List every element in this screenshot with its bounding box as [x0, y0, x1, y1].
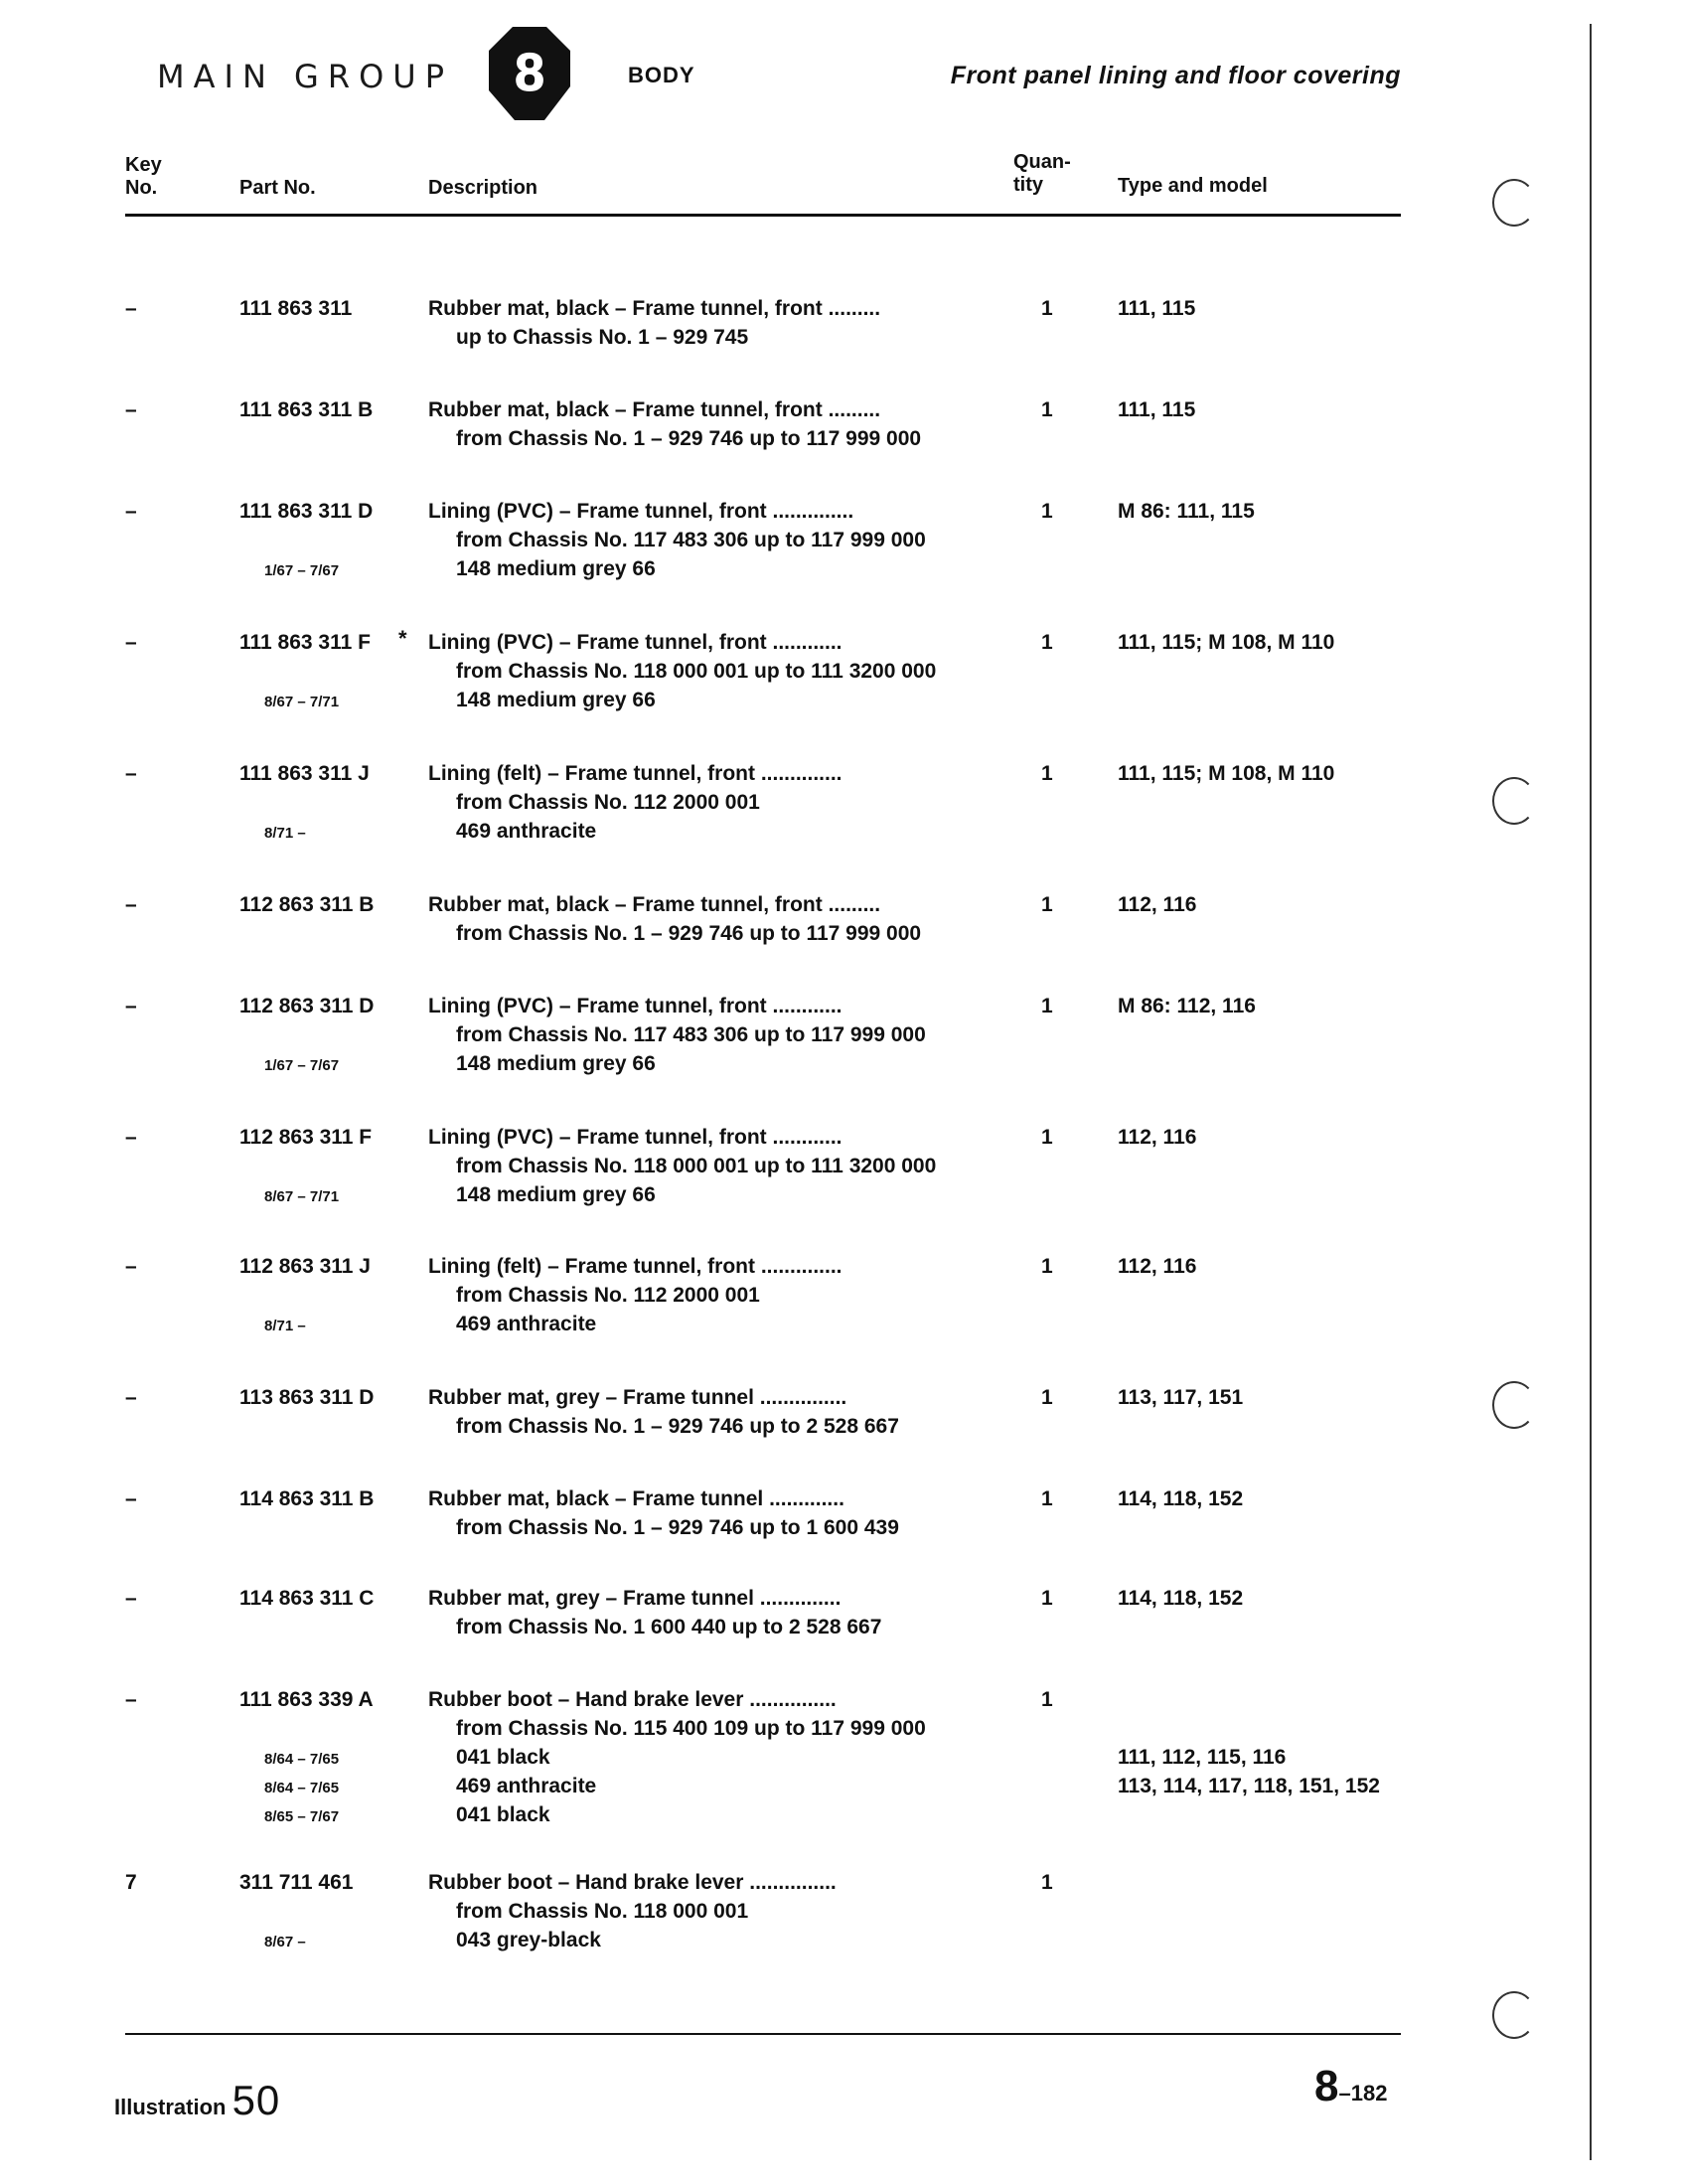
description-subline: from Chassis No. 118 000 001 up to 111 3200 000 [456, 660, 937, 683]
description-subline: from Chassis No. 118 000 001 up to 111 3200 000 [456, 1155, 937, 1177]
type-model: 111, 115 [1118, 398, 1196, 421]
description-subline: 469 anthracite [456, 820, 597, 843]
quantity: 1 [1041, 1487, 1053, 1510]
description [428, 890, 921, 948]
description-line: Lining (felt) – Frame tunnel, front .............. [428, 1255, 842, 1278]
key-number: – [125, 893, 137, 916]
key-number: – [125, 398, 137, 421]
type-model: 111, 115 [1118, 297, 1196, 320]
illustration-ref [114, 2077, 280, 2124]
quantity: 1 [1041, 297, 1053, 320]
production-date: 8/67 – 7/71 [264, 694, 340, 710]
description-subline: from Chassis No. 115 400 109 up to 117 999 000 [456, 1717, 926, 1740]
quantity: 1 [1041, 1871, 1053, 1894]
production-date: 1/67 – 7/67 [264, 562, 340, 579]
description-line: Lining (felt) – Frame tunnel, front .............. [428, 762, 842, 785]
part-number: 111 863 311 B [239, 398, 374, 421]
page-major: 8 [1314, 2062, 1339, 2110]
production-date: 8/65 – 7/67 [264, 1808, 340, 1825]
illustration-number: 50 [231, 2077, 281, 2123]
col-type-model: Type and model [1118, 175, 1268, 197]
part-number: 112 863 311 D [239, 995, 375, 1017]
production-date: 8/67 – [264, 1934, 306, 1950]
type-model: 113, 114, 117, 118, 151, 152 [1118, 1775, 1380, 1797]
quantity: 1 [1041, 500, 1053, 523]
quantity: 1 [1041, 398, 1053, 421]
description [428, 1868, 837, 1954]
description-subline: 148 medium grey 66 [456, 557, 656, 580]
part-number: 112 863 311 F [239, 1126, 373, 1149]
quantity: 1 [1041, 893, 1053, 916]
description-subline: from Chassis No. 1 – 929 746 up to 117 999 000 [456, 427, 922, 450]
type-model: 112, 116 [1118, 893, 1197, 916]
type-model: M 86: 111, 115 [1118, 500, 1255, 523]
new-part-marker: * [398, 626, 407, 651]
part-number: 111 863 339 A [239, 1688, 374, 1711]
description [428, 1484, 899, 1542]
description-subline: 041 black [456, 1746, 550, 1769]
page-minor: –182 [1338, 2081, 1388, 2106]
quantity: 1 [1041, 1255, 1053, 1278]
octagon-badge-icon [487, 25, 572, 122]
key-number: – [125, 1386, 137, 1409]
production-date: 1/67 – 7/67 [264, 1057, 340, 1074]
description-subline: 469 anthracite [456, 1313, 597, 1335]
section-label: BODY [628, 63, 695, 87]
description [428, 1123, 936, 1209]
part-number: 311 711 461 [239, 1871, 354, 1894]
punch-hole-icon [1492, 1381, 1536, 1429]
col-description: Description [428, 177, 538, 199]
type-model: 113, 117, 151 [1118, 1386, 1244, 1409]
type-model: 114, 118, 152 [1118, 1587, 1244, 1610]
production-date: 8/64 – 7/65 [264, 1780, 340, 1796]
description-subline: from Chassis No. 1 – 929 746 up to 2 528 667 [456, 1415, 899, 1438]
description-subline: 148 medium grey 66 [456, 1183, 656, 1206]
key-number: – [125, 1688, 137, 1711]
description-subline: 469 anthracite [456, 1775, 597, 1797]
group-number: 8 [514, 43, 545, 102]
type-model: 112, 116 [1118, 1255, 1197, 1278]
description [428, 628, 936, 714]
type-model: 111, 115; M 108, M 110 [1118, 762, 1335, 785]
footer-rule [125, 2033, 1401, 2035]
description-subline: 043 grey-black [456, 1929, 601, 1951]
quantity: 1 [1041, 762, 1053, 785]
description-subline: 148 medium grey 66 [456, 689, 656, 711]
page-number [1314, 2062, 1387, 2111]
production-date: 8/64 – 7/65 [264, 1751, 340, 1768]
part-number: 111 863 311 F [239, 631, 371, 654]
key-number: – [125, 995, 137, 1017]
description-subline: from Chassis No. 1 600 440 up to 2 528 667 [456, 1616, 882, 1638]
quantity: 1 [1041, 1126, 1053, 1149]
col-key-no: Key No. [125, 154, 162, 199]
part-number: 112 863 311 B [239, 893, 375, 916]
key-number: – [125, 1487, 137, 1510]
quantity: 1 [1041, 1688, 1053, 1711]
description-line: Rubber mat, black – Frame tunnel ............. [428, 1487, 844, 1510]
key-number: – [125, 1126, 137, 1149]
part-number: 111 863 311 J [239, 762, 370, 785]
description-subline: from Chassis No. 1 – 929 746 up to 117 999 000 [456, 922, 922, 945]
description-line: Rubber mat, black – Frame tunnel, front ......... [428, 893, 881, 916]
description-line: Lining (PVC) – Frame tunnel, front ............ [428, 995, 842, 1017]
description-line: Rubber boot – Hand brake lever ............... [428, 1871, 837, 1894]
type-model: 114, 118, 152 [1118, 1487, 1244, 1510]
description [428, 759, 842, 846]
description [428, 294, 880, 352]
key-number: 7 [125, 1871, 137, 1894]
description-subline: from Chassis No. 112 2000 001 [456, 791, 760, 814]
col-quantity: Quan- tity [1013, 151, 1071, 196]
key-number: – [125, 500, 137, 523]
description-subline: from Chassis No. 117 483 306 up to 117 999 000 [456, 1023, 926, 1046]
main-group-label: MAIN GROUP [157, 58, 453, 95]
production-date: 8/67 – 7/71 [264, 1188, 340, 1205]
quantity: 1 [1041, 1386, 1053, 1409]
key-number: – [125, 1255, 137, 1278]
description-subline: 148 medium grey 66 [456, 1052, 656, 1075]
punch-hole-icon [1492, 179, 1536, 227]
key-number: – [125, 1587, 137, 1610]
production-date: 8/71 – [264, 1318, 306, 1334]
description-subline: up to Chassis No. 1 – 929 745 [456, 326, 749, 349]
production-date: 8/71 – [264, 825, 306, 842]
description-line: Rubber mat, black – Frame tunnel, front ......... [428, 297, 881, 320]
type-model: 112, 116 [1118, 1126, 1197, 1149]
description [428, 497, 926, 583]
binder-edge [1590, 24, 1592, 2160]
col-part-no: Part No. [239, 177, 316, 199]
part-number: 112 863 311 J [239, 1255, 371, 1278]
description-subline: from Chassis No. 118 000 001 [456, 1900, 749, 1923]
description-line: Rubber mat, grey – Frame tunnel .............. [428, 1587, 842, 1610]
description-line: Lining (PVC) – Frame tunnel, front ............ [428, 631, 842, 654]
quantity: 1 [1041, 1587, 1053, 1610]
part-number: 113 863 311 D [239, 1386, 375, 1409]
quantity: 1 [1041, 995, 1053, 1017]
type-model: M 86: 112, 116 [1118, 995, 1256, 1017]
header-rule [125, 214, 1401, 217]
part-number: 114 863 311 B [239, 1487, 375, 1510]
description-line: Lining (PVC) – Frame tunnel, front ............ [428, 1126, 842, 1149]
punch-hole-icon [1492, 777, 1536, 825]
description [428, 1584, 881, 1641]
description [428, 1685, 926, 1829]
type-model: 111, 112, 115, 116 [1118, 1746, 1287, 1769]
description-line: Rubber mat, grey – Frame tunnel ............... [428, 1386, 847, 1409]
description-line: Lining (PVC) – Frame tunnel, front .............. [428, 500, 854, 523]
key-number: – [125, 762, 137, 785]
part-number: 114 863 311 C [239, 1587, 375, 1610]
type-model: 111, 115; M 108, M 110 [1118, 631, 1335, 654]
description [428, 1383, 899, 1441]
description [428, 1252, 842, 1338]
part-number: 111 863 311 [239, 297, 353, 320]
description-subline: 041 black [456, 1803, 550, 1826]
quantity: 1 [1041, 631, 1053, 654]
punch-hole-icon [1492, 1991, 1536, 2039]
description [428, 395, 921, 453]
group-number-badge [487, 25, 572, 122]
key-number: – [125, 297, 137, 320]
description-subline: from Chassis No. 112 2000 001 [456, 1284, 760, 1307]
page-title: Front panel lining and floor covering [950, 62, 1401, 89]
key-number: – [125, 631, 137, 654]
description-subline: from Chassis No. 1 – 929 746 up to 1 600 439 [456, 1516, 899, 1539]
description-subline: from Chassis No. 117 483 306 up to 117 999 000 [456, 529, 926, 551]
description-line: Rubber boot – Hand brake lever ............... [428, 1688, 837, 1711]
illustration-label: Illustration [114, 2095, 227, 2119]
description [428, 992, 926, 1078]
part-number: 111 863 311 D [239, 500, 374, 523]
description-line: Rubber mat, black – Frame tunnel, front ......... [428, 398, 881, 421]
